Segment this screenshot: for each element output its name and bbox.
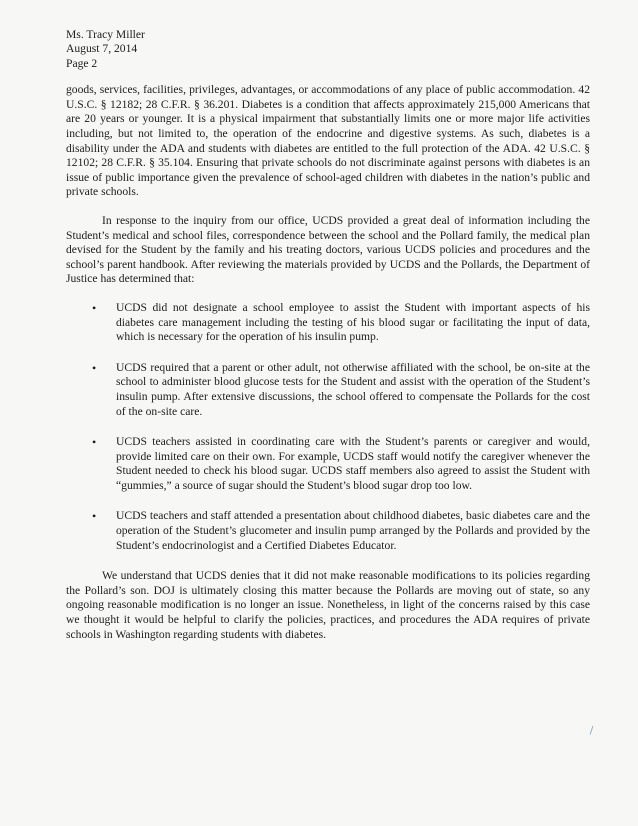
finding-item (66, 509, 590, 553)
body-paragraph-1: goods, services, facilities, privileges, advantages, or accommodations of any place of public accommodation. 42 U.S.C. § 12182; 28 C.F.R. § 36.201. Diabetes is a condition that affects approximately 215,000 Americans that are 20 years or younger. It is a physical impairment that substantially limits one or more major life activities including, but not limited to, the operation of the endocrine and digestive systems. As such, diabetes is a disability under the ADA and students with diabetes are entitled to the full protection of the ADA. 42 U.S.C. § 12102; 28 C.F.R. § 35.104. Ensuring that private schools do not discriminate against persons with diabetes is an issue of public importance given the prevalence of school-aged children with diabetes in the nation’s public and private schools. (66, 83, 590, 199)
finding-text: UCDS required that a parent or other adult, not otherwise affiliated with the school, be on-site at the school to administer blood glucose tests for the Student and assist with the operation of the Student’s insulin pump. After extensive discussions, the school offered to compensate the Pollards for the cost of the on-site care. (116, 360, 590, 418)
bullet-icon: • (92, 300, 97, 315)
scan-artifact (590, 726, 596, 735)
page-number: Page 2 (66, 56, 98, 70)
finding-item (66, 301, 590, 345)
findings-list (66, 301, 590, 553)
letter-header (66, 28, 590, 71)
recipient-name: Ms. Tracy Miller (66, 28, 145, 41)
finding-item (66, 435, 590, 493)
body-paragraph-2: In response to the inquiry from our office, UCDS provided a great deal of information including the Student’s medical and school files, correspondence between the school and the Pollard family, the medical plan devised for the Student by the family and his treating doctors, various UCDS policies and procedures and the school’s parent handbook. After reviewing the materials provided by UCDS and the Pollards, the Department of Justice has determined that: (66, 213, 590, 286)
letter-date: August 7, 2014 (66, 42, 138, 56)
finding-item (66, 361, 590, 419)
bullet-icon: • (92, 360, 97, 375)
finding-text: UCDS did not designate a school employee to assist the Student with important aspects of his diabetes care management including the testing of his blood sugar or facilitating the input of data, which is necessary for the operation of his insulin pump. (116, 300, 590, 344)
finding-text: UCDS teachers assisted in coordinating care with the Student’s parents or caregiver and would, provide limited care on their own. For example, UCDS staff would notify the caregiver whenever the Student needed to check his blood sugar. UCDS staff members also agreed to assist the Student with “gummies,” a source of sugar should the Student’s blood sugar drop too low. (116, 435, 590, 492)
finding-text: UCDS teachers and staff attended a presentation about childhood diabetes, basic diabetes care and the operation of the Student’s glucometer and insulin pump arranged by the Pollards and provided by the Student’s endocrinologist and a Certified Diabetes Educator. (116, 509, 590, 552)
body-paragraph-3: We understand that UCDS denies that it did not make reasonable modifications to its policies regarding the Pollard’s son. DOJ is ultimately closing this matter because the Pollards are moving out of state, so any ongoing reasonable modification is no longer an issue. Nonetheless, in light of the concerns raised by this case we thought it would be helpful to clarify the policies, practices, and procedures the ADA requires of private schools in Washington regarding students with diabetes. (66, 569, 590, 641)
bullet-icon: • (92, 435, 97, 450)
bullet-icon: • (92, 509, 97, 524)
